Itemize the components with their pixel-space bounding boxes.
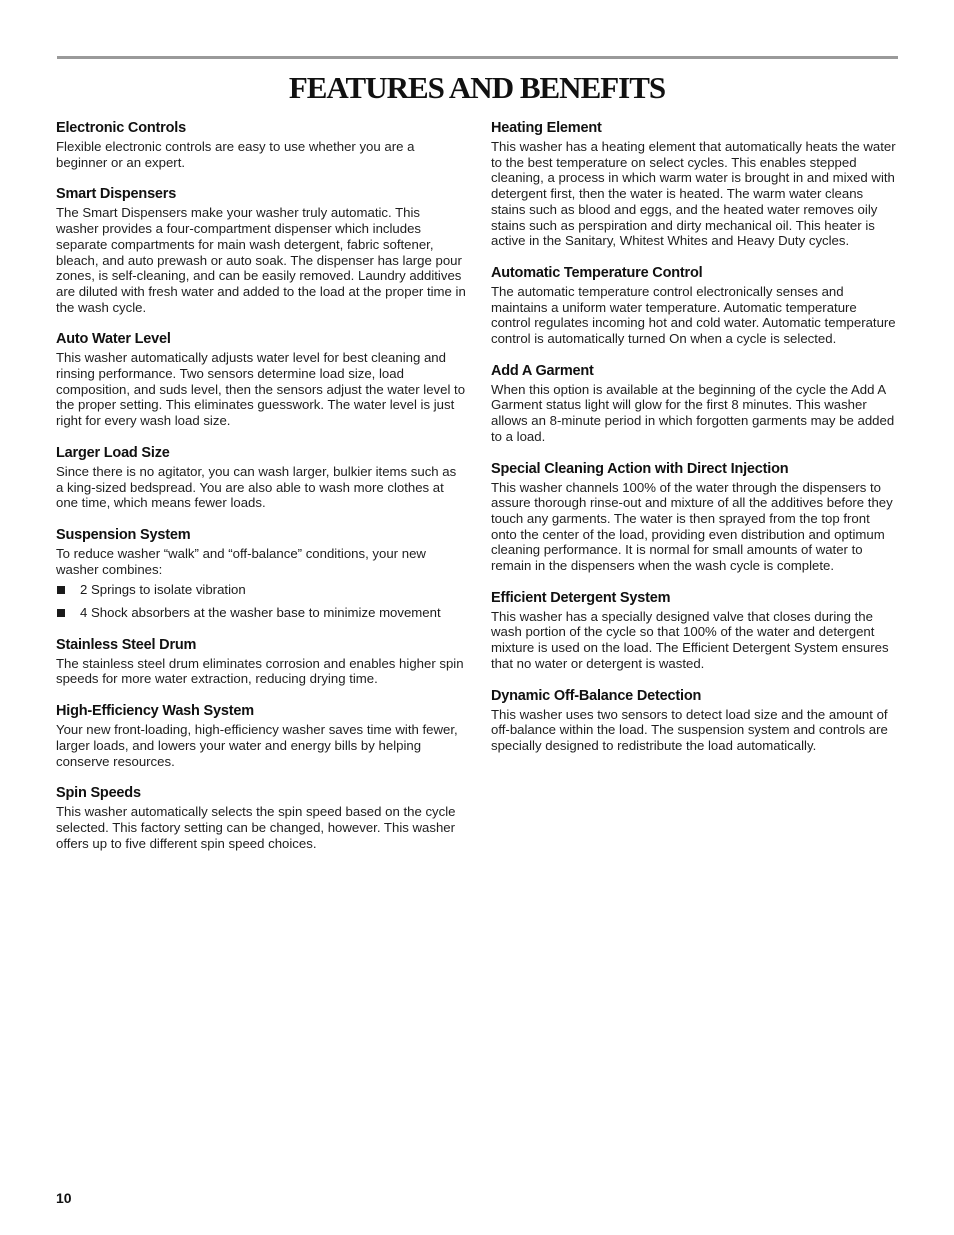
section-heading: High-Efficiency Wash System bbox=[56, 703, 254, 720]
section-body: This washer channels 100% of the water through the dispensers to assure thorough rinse-out and mixture of all the additives before they touch any garments. The water is then sprayed from the top front onto the center of the load, providing even distribution and optimum cleaning performance. It is normal for small amounts of water to remain in the dispensers when the wash cycle is complete. bbox=[491, 479, 893, 574]
section-smart-dispensers bbox=[56, 185, 466, 315]
section-electronic-controls bbox=[56, 119, 466, 170]
section-body: Since there is no agitator, you can wash larger, bulkier items such as a king-sized bedspread. You are also able to wash more clothes at one time, which means fewer loads. bbox=[56, 463, 457, 511]
bullet-list bbox=[56, 582, 466, 620]
top-rule bbox=[57, 56, 898, 59]
list-item bbox=[56, 582, 466, 598]
page-title: FEATURES AND BENEFITS bbox=[288, 70, 666, 105]
section-add-a-garment bbox=[491, 362, 899, 445]
left-column bbox=[56, 119, 466, 866]
section-larger-load-size bbox=[56, 444, 466, 511]
section-body: This washer uses two sensors to detect load size and the amount of off-balance within the load. The suspension system and controls are specially designed to redistribute the load automatically. bbox=[491, 706, 888, 753]
list-item-text: 4 Shock absorbers at the washer base to minimize movement bbox=[80, 605, 441, 621]
section-heading: Electronic Controls bbox=[56, 120, 186, 136]
section-auto-water-level bbox=[56, 330, 466, 429]
section-body: This washer has a heating element that automatically heats the water to the best temperature on select cycles. This enables stepped cleaning, a process in which warm water is brought in and mixed with detergent first, then the water is heated. The warm water cleans stains such as blood and eggs, and the heated water removes oily stains such as perspiration and dirty mechanical oil. This heater is active in the Sanitary, Whitest Whites and Heavy Duty cycles. bbox=[491, 139, 896, 249]
section-body: The Smart Dispensers make your washer truly automatic. This washer provides a four-compartment dispenser which includes separate compartments for main wash detergent, fabric softener, bleach, and auto prewash or auto soak. The dispenser has large pour zones, is self-cleaning, and can be easily removed. Laundry additives are diluted with fresh water and added to the load at the proper time in the wash cycle. bbox=[56, 205, 466, 315]
section-body: This washer automatically selects the spin speed based on the cycle selected. This factory setting can be changed, however. This washer offers up to five different spin speed choices. bbox=[56, 804, 456, 851]
section-body: To reduce washer “walk” and “off-balance” conditions, your new washer combines: bbox=[56, 545, 426, 577]
section-body: The automatic temperature control electronically senses and maintains a uniform water temperature. Automatic temperature control regulates incoming hot and cold water. Automatic temperature control is automatically turned On when a cycle is selected. bbox=[491, 283, 896, 347]
section-stainless-steel-drum bbox=[56, 636, 466, 687]
section-heading: Larger Load Size bbox=[56, 444, 170, 461]
square-bullet-icon bbox=[57, 609, 65, 617]
list-item-text: 2 Springs to isolate vibration bbox=[80, 582, 246, 598]
section-body: Flexible electronic controls are easy to use whether you are a beginner or an expert. bbox=[56, 139, 415, 170]
page-number: 10 bbox=[56, 1190, 72, 1206]
section-heading: Automatic Temperature Control bbox=[491, 264, 703, 281]
section-body: When this option is available at the beginning of the cycle the Add A Garment status light will glow for the first 8 minutes. This washer allows an 8-minute period in which forgotten garments may be added to a load. bbox=[491, 381, 895, 444]
section-high-efficiency-wash-system bbox=[56, 702, 466, 769]
section-body: Your new front-loading, high-efficiency washer saves time with fewer, larger loads, and lowers your water and energy bills by helping conserve resources. bbox=[56, 722, 458, 769]
section-heading: Stainless Steel Drum bbox=[56, 636, 197, 653]
section-spin-speeds bbox=[56, 784, 466, 851]
section-heating-element bbox=[491, 119, 899, 249]
list-item bbox=[56, 605, 466, 621]
square-bullet-icon bbox=[57, 586, 65, 594]
section-suspension-system bbox=[56, 526, 466, 621]
section-dynamic-off-balance-detection bbox=[491, 687, 899, 754]
section-heading: Smart Dispensers bbox=[56, 186, 177, 203]
section-heading: Add A Garment bbox=[491, 362, 594, 379]
section-heading: Special Cleaning Action with Direct Injection bbox=[491, 460, 789, 477]
section-heading: Efficient Detergent System bbox=[491, 589, 671, 606]
section-special-cleaning-action bbox=[491, 460, 899, 574]
section-heading: Auto Water Level bbox=[56, 331, 171, 348]
section-heading: Heating Element bbox=[491, 120, 602, 136]
section-heading: Suspension System bbox=[56, 526, 191, 543]
section-heading: Spin Speeds bbox=[56, 785, 141, 802]
section-automatic-temperature-control bbox=[491, 264, 899, 347]
section-body: This washer automatically adjusts water level for best cleaning and rinsing performance. Two sensors determine load size, load composition, and suds level, then the sensors adjust the water level to the proper setting. This eliminates guesswork. The water level is just right for every wash load size. bbox=[56, 350, 466, 429]
section-body: This washer has a specially designed valve that closes during the wash portion of the cycle so that 100% of the water and detergent mixture is used on the load. The Efficient Detergent System ensures that no water or detergent is wasted. bbox=[491, 608, 889, 671]
right-column bbox=[491, 119, 899, 769]
section-efficient-detergent-system bbox=[491, 589, 899, 672]
section-heading: Dynamic Off-Balance Detection bbox=[491, 687, 702, 704]
section-body: The stainless steel drum eliminates corrosion and enables higher spin speeds for more water extraction, reducing drying time. bbox=[56, 655, 464, 687]
